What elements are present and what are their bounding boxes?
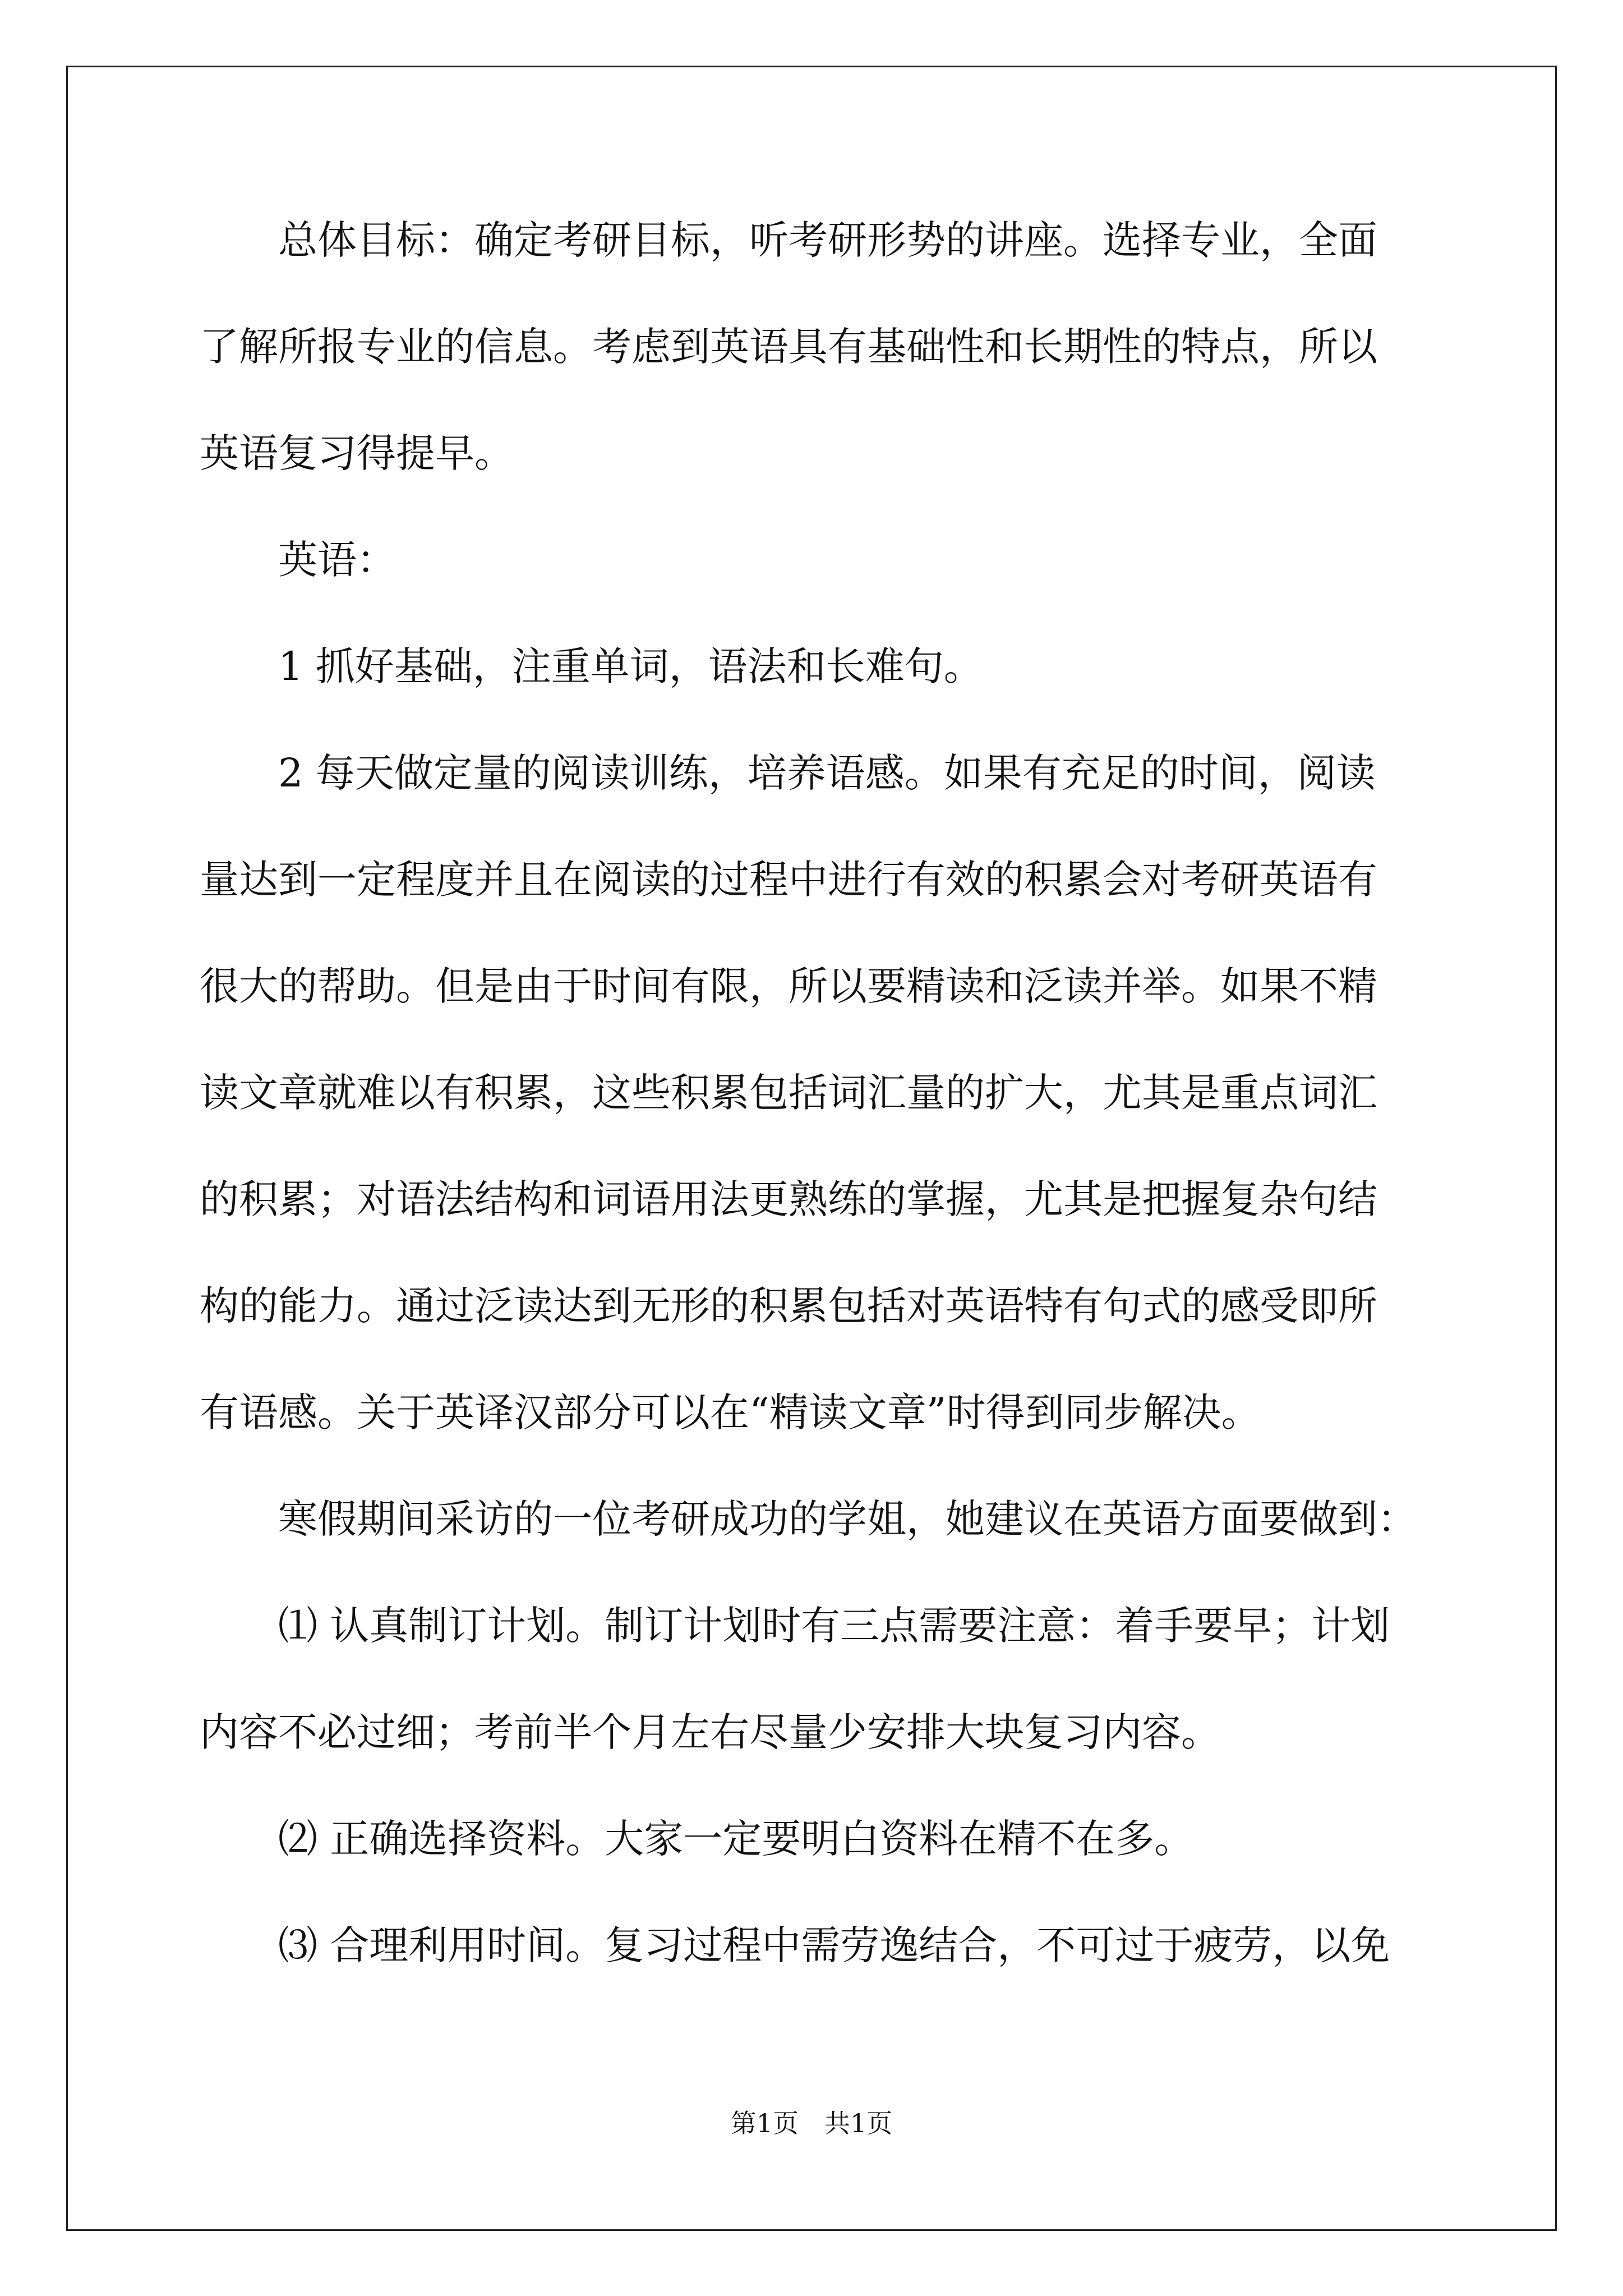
text-line: 读文章就难以有积累，这些积累包括词汇量的扩大，尤其是重点词汇 bbox=[200, 1070, 1377, 1116]
text-line: 内容不必过细；考前半个月左右尽量少安排大块复习内容。 bbox=[200, 1709, 1220, 1755]
text-line: 2 每天做定量的阅读训练，培养语感。如果有充足的时间，阅读 bbox=[200, 750, 1376, 796]
text-line: ⑴ 认真制订计划。制订计划时有三点需要注意：着手要早；计划 bbox=[200, 1603, 1390, 1649]
text-line: ⑶ 合理利用时间。复习过程中需劳逸结合，不可过于疲劳，以免 bbox=[200, 1922, 1390, 1968]
text-line: ⑵ 正确选择资料。大家一定要明白资料在精不在多。 bbox=[200, 1816, 1194, 1862]
text-line: 构的能力。通过泛读达到无形的积累包括对英语特有句式的感受即所 bbox=[200, 1283, 1377, 1329]
text-line: 了解所报专业的信息。考虑到英语具有基础性和长期性的特点，所以 bbox=[200, 324, 1377, 370]
text-line: 英语： bbox=[200, 537, 396, 583]
text-line: 1 抓好基础，注重单词，语法和长难句。 bbox=[200, 643, 983, 689]
text-line: 寒假期间采访的一位考研成功的学姐，她建议在英语方面要做到： bbox=[200, 1496, 1417, 1542]
text-line: 量达到一定程度并且在阅读的过程中进行有效的积累会对考研英语有 bbox=[200, 857, 1377, 903]
text-line: 的积累；对语法结构和词语用法更熟练的掌握，尤其是把握复杂句结 bbox=[200, 1176, 1377, 1222]
text-line: 很大的帮助。但是由于时间有限，所以要精读和泛读并举。如果不精 bbox=[200, 963, 1377, 1009]
page-frame bbox=[66, 66, 1557, 2231]
text-line: 英语复习得提早。 bbox=[200, 430, 514, 476]
text-line: 总体目标：确定考研目标，听考研形势的讲座。选择专业，全面 bbox=[200, 217, 1377, 263]
page-footer: 第1页 共1页 bbox=[730, 2108, 893, 2138]
text-line: 有语感。关于英译汉部分可以在“精读文章”时得到同步解决。 bbox=[200, 1389, 1261, 1435]
